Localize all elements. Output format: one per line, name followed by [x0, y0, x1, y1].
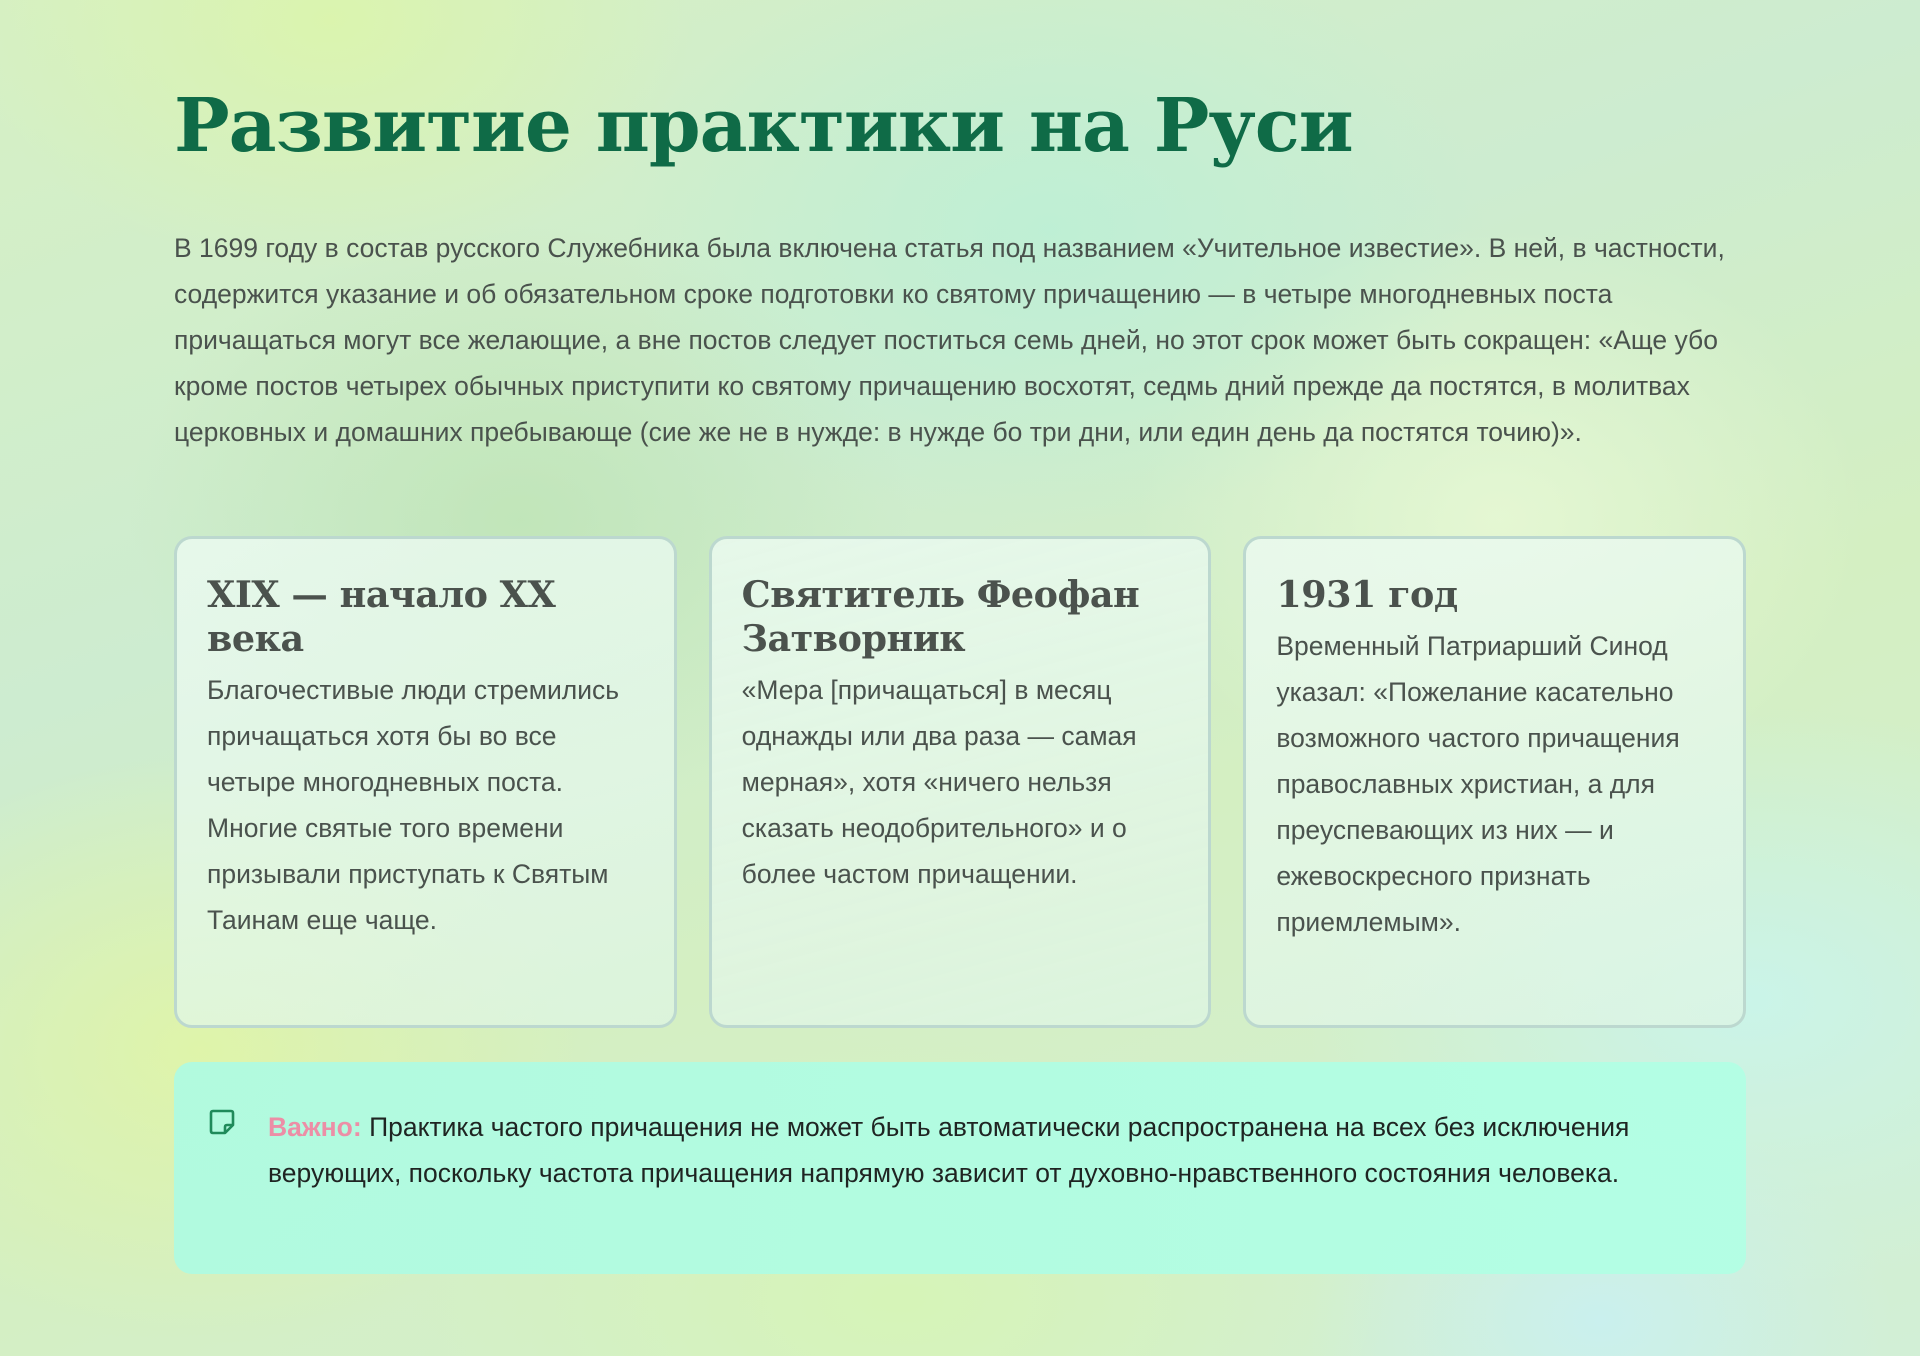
card-1931: [1243, 536, 1746, 1028]
card-text: «Мера [причащаться] в месяц однажды или два раза — самая мерная», хотя «ничего нельзя сказать неодобрительного» и о более частом причащении.: [741, 675, 1137, 889]
card-title: XIX — начало XX века: [207, 573, 556, 660]
note-label: Важно:: [268, 1112, 362, 1142]
card-feofan: [709, 536, 1212, 1028]
page-title: Развитие практики на Руси: [174, 83, 1353, 169]
card-text: Благочестивые люди стремились причащаться хотя бы во все четыре многодневных поста. Многие святые того времени призывали приступать к Святым Таинам еще чаще.: [207, 675, 620, 935]
important-note: [174, 1062, 1746, 1274]
note-body: Практика частого причащения не может быть автоматически распространена на всех без исключения верующих, поскольку частота причащения напрямую зависит от духовно-нравственного состояния человека.: [268, 1112, 1630, 1188]
note-text: [268, 1104, 1696, 1196]
cards-row: [174, 536, 1746, 1028]
card-title: Святитель Феофан Затворник: [741, 573, 1140, 660]
intro-paragraph: В 1699 году в состав русского Служебника была включена статья под названием «Учительное известие». В ней, в частности, содержится указание и об обязательном сроке подготовки ко святому причащению — в четыре многодневных поста причащаться могут все желающие, а вне постов следует поститься семь дней, но этот срок может быть сокращен: «Аще убо кроме постов четырех обычных приступити ко святому причащению восхотят, седмь дний прежде да постятся, в молитвах церковных и домашних пребывающе (сие же не в нужде: в нужде бо три дни, или един день да постятся точию)».: [174, 233, 1725, 447]
note-icon: [208, 1108, 236, 1136]
card-text: Временный Патриарший Синод указал: «Пожелание касательно возможного частого причащения православных христиан, а для преуспевающих из них — и ежевоскресного признать приемлемым».: [1276, 631, 1680, 937]
card-title: 1931 год: [1276, 573, 1458, 616]
card-19th-century: [174, 536, 677, 1028]
